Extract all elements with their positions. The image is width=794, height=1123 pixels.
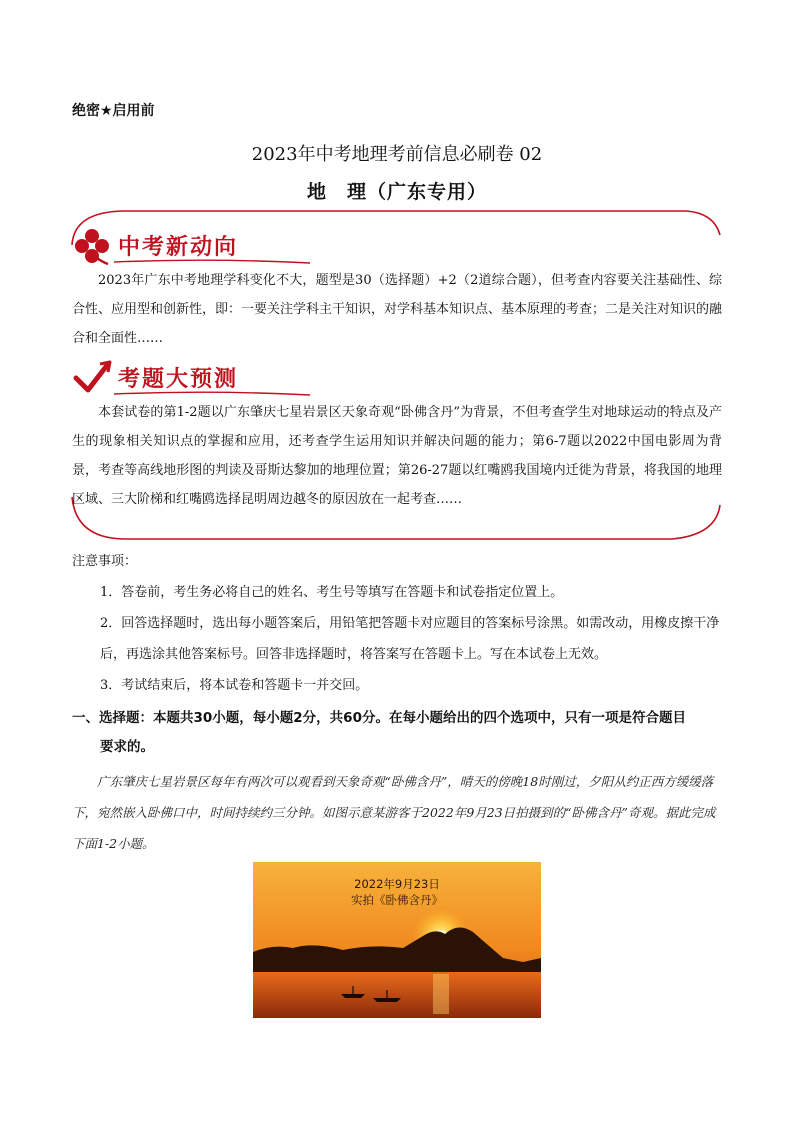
notice-block (72, 546, 732, 701)
choice-section-line2: 要求的。 (100, 739, 154, 755)
section-heading-predictions: 考题大预测 (118, 367, 239, 392)
notice-item: 2．回答选择题时，选出每小题答案后，用铅笔把答题卡对应题目的答案标号涂黑。如需改动，用橡皮擦干净后，再选涂其他答案标号。回答非选择题时，将答案写在答题卡上。写在本试卷上无效。 (100, 616, 720, 662)
exam-title: 2023年中考地理考前信息必刷卷 02 (251, 144, 543, 165)
confidential-label: 绝密★启用前 (72, 103, 155, 119)
sunset-photo (253, 862, 541, 1018)
photo-caption-date: 2022年9月23日 (354, 877, 440, 891)
notice-label: 注意事项： (72, 554, 138, 569)
photo-caption-title: 实拍《卧佛含丹》 (351, 893, 443, 907)
clover-icon (72, 226, 112, 266)
section-heading-trends: 中考新动向 (118, 235, 239, 260)
section-banner-trends (72, 226, 312, 266)
question-context: 广东肇庆七星岩景区每年有两次可以观看到天象奇观“卧佛含丹”，晴天的傍晚18时刚过，夕阳从约正西方缓缓落下，宛然嵌入卧佛口中，时间持续约三分钟。如图示意某游客于2022年9月23日拍摄到的“卧佛含丹”奇观。据此完成下面1-2小题。 (72, 774, 716, 851)
check-arrow-icon (72, 358, 114, 398)
banner-underline (112, 256, 312, 266)
predictions-paragraph: 本套试卷的第1-2题以广东肇庆七星岩景区天象奇观“卧佛含丹”为背景，不但考查学生对地球运动的特点及产生的现象相关知识点的掌握和应用，还考查学生运用知识并解决问题的能力；第6-7题以2022中国电影周为背景，考查等高线地形图的判读及哥斯达黎加的地理位置；第26-27题以红嘴鸥我国境内迁徙为背景，将我国的地理区域、三大阶梯和红嘴鸥选择昆明周边越冬的原因放在一起考查…… (72, 405, 722, 507)
banner-underline (112, 388, 312, 398)
notice-item: 3．考试结束后，将本试卷和答题卡一并交回。 (100, 678, 369, 693)
exam-subtitle: 地 理（广东专用） (306, 181, 487, 203)
trends-paragraph: 2023年广东中考地理学科变化不大，题型是30（选择题）+2（2道综合题），但考查内容要关注基础性、综合性、应用型和创新性，即：一要关注学科主干知识，对学科基本知识点、基本原理的考查；二是关注对知识的融合和全面性…… (72, 273, 723, 346)
choice-section-heading (72, 704, 732, 762)
section-banner-predictions (72, 358, 312, 398)
choice-section-line1: 一、选择题：本题共30小题，每小题2分，共60分。在每小题给出的四个选项中，只有一项是符合题目 (72, 710, 686, 726)
notice-item: 1．答卷前，考生务必将自己的姓名、考生号等填写在答题卡和试卷指定位置上。 (100, 585, 564, 600)
